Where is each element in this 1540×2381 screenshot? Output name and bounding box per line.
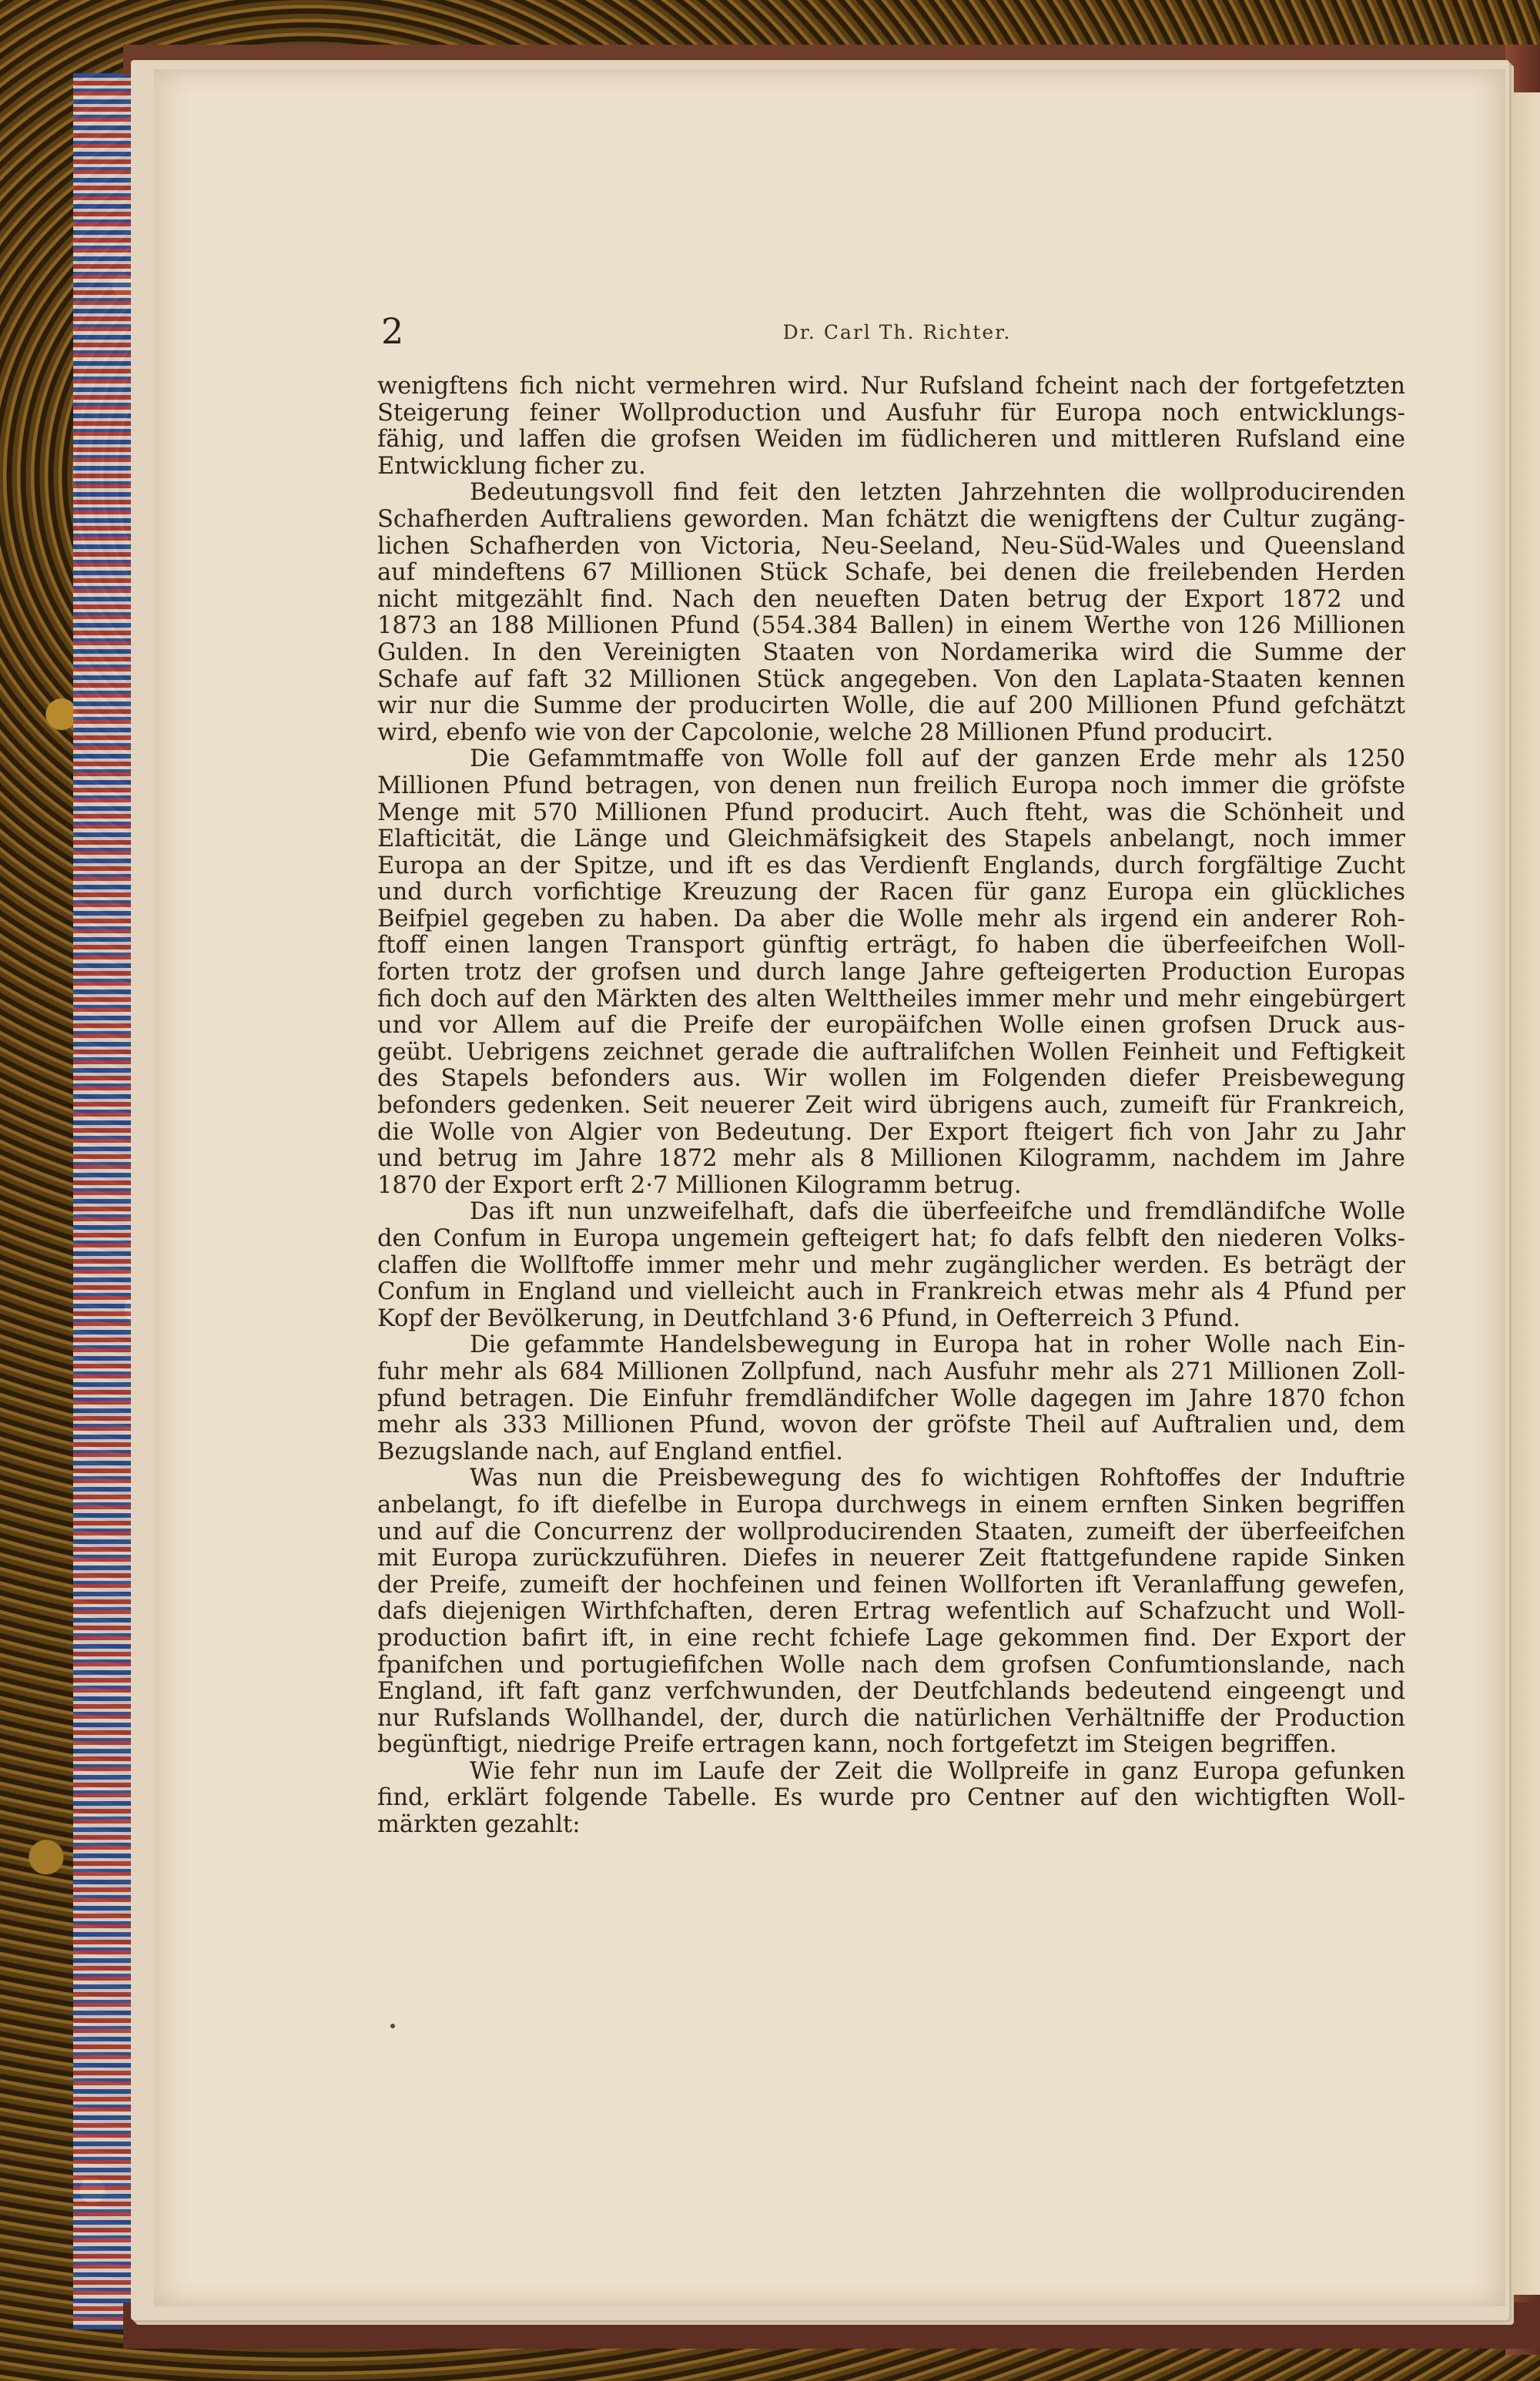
text-line: und durch vorfichtige Kreuzung der Racen für ganz Europa ein glückliches — [377, 879, 1405, 906]
page-header — [381, 308, 1413, 354]
paragraph — [377, 746, 1405, 1199]
paragraph — [377, 480, 1405, 746]
text-line: forten trotz der grofsen und durch lange Jahre gefteigerten Production Europas — [377, 959, 1405, 986]
text-line: auf mindeftens 67 Millionen Stück Schafe, bei denen die freilebenden Herden — [377, 559, 1405, 587]
text-line: befonders gedenken. Seit neuerer Zeit wird übrigens auch, zumeift für Frankreich, — [377, 1092, 1405, 1120]
text-line: und vor Allem auf die Preife der europäifchen Wolle einen grofsen Druck aus- — [377, 1012, 1405, 1040]
paragraph — [377, 1199, 1405, 1332]
text-line: Bedeutungsvoll find feit den letzten Jahrzehnten die wollproducirenden — [470, 479, 1405, 507]
text-line: 1873 an 188 Millionen Pfund (554.384 Ballen) in einem Werthe von 126 Millionen — [377, 612, 1405, 640]
text-line: nur Rufslands Wollhandel, der, durch die natürlichen Verhältniffe der Production — [377, 1704, 1405, 1732]
paragraph — [377, 373, 1405, 480]
text-line: die Wolle von Algier von Bedeutung. Der Export fteigert fich von Jahr zu Jahr — [377, 1118, 1405, 1146]
text-line: Bezugslande nach, auf England entfiel. — [377, 1438, 843, 1465]
text-line: ftoff einen langen Transport günftig erträgt, fo haben die überfeeifchen Woll- — [377, 932, 1405, 959]
text-line: Wie fehr nun im Laufe der Zeit die Wollpreife in ganz Europa gefunken — [470, 1757, 1405, 1785]
text-line: dafs diejenigen Wirthfchaften, deren Ertrag wefentlich auf Schafzucht und Woll- — [377, 1598, 1405, 1626]
text-line: des Stapels befonders aus. Wir wollen im Folgenden diefer Preisbewegung — [377, 1065, 1405, 1093]
ink-speck — [390, 2024, 395, 2028]
text-line: Das ift nun unzweifelhaft, dafs die überfeeifche und fremdländifche Wolle — [470, 1198, 1405, 1226]
text-line: Schafherden Auftraliens geworden. Man fchätzt die wenigftens der Cultur zugäng- — [377, 505, 1405, 533]
text-line: und betrug im Jahre 1872 mehr als 8 Millionen Kilogramm, nachdem im Jahre — [377, 1145, 1405, 1173]
text-line: 1870 der Export erft 2·7 Millionen Kilogramm betrug. — [377, 1171, 1022, 1199]
text-line: den Confum in Europa ungemein gefteigert hat; fo dafs felbft den niederen Volks- — [377, 1225, 1405, 1252]
text-line: find, erklärt folgende Tabelle. Es wurde pro Centner auf den wichtigften Woll- — [377, 1784, 1405, 1812]
text-line: Schafe auf faft 32 Millionen Stück angegeben. Von den Laplata-Staaten kennen — [377, 665, 1405, 693]
text-line: anbelangt, fo ift diefelbe in Europa durchwegs in einem ernften Sinken begriffen — [377, 1491, 1405, 1519]
text-line: mehr als 333 Millionen Pfund, wovon der gröfste Theil auf Auftralien und, dem — [377, 1412, 1405, 1439]
text-line: begünftigt, niedrige Preife ertragen kann, noch fortgefetzt im Steigen begriffen. — [377, 1731, 1337, 1759]
text-line: nicht mitgezählt find. Nach den neueften Daten betrug der Export 1872 und — [377, 585, 1405, 613]
text-line: Beifpiel gegeben zu haben. Da aber die Wolle mehr als irgend ein anderer Roh- — [377, 905, 1405, 933]
text-line: Was nun die Preisbewegung des fo wichtigen Rohftoffes der Induftrie — [470, 1465, 1405, 1492]
body-text — [377, 373, 1405, 1839]
text-line: Die gefammte Handelsbewegung in Europa hat in roher Wolle nach Ein- — [470, 1331, 1405, 1359]
page-number: 2 — [381, 310, 404, 352]
text-line: fähig, und laffen die grofsen Weiden im füdlicheren und mittleren Rufsland eine — [377, 426, 1405, 454]
text-line: Millionen Pfund betragen, von denen nun freilich Europa noch immer die gröfste — [377, 772, 1405, 799]
facing-page-edge — [1505, 92, 1540, 2295]
text-line: fich doch auf den Märkten des alten Welttheiles immer mehr und mehr eingebürgert — [377, 985, 1405, 1013]
marbled-spine-strip — [73, 73, 131, 2329]
text-line: Elafticität, die Länge und Gleichmäfsigkeit des Stapels anbelangt, noch immer — [377, 825, 1405, 853]
text-line: geübt. Uebrigens zeichnet gerade die auftralifchen Wollen Feinheit und Feftigkeit — [377, 1038, 1405, 1066]
running-head: Dr. Carl Th. Richter. — [782, 321, 1012, 343]
text-line: wir nur die Summe der producirten Wolle, die auf 200 Millionen Pfund gefchätzt — [377, 692, 1405, 720]
text-line: Entwicklung ficher zu. — [377, 452, 646, 480]
text-line: märkten gezahlt: — [377, 1811, 581, 1839]
text-line: production bafirt ift, in eine recht fchiefe Lage gekommen find. Der Export der — [377, 1624, 1405, 1652]
text-line: Europa an der Spitze, und ift es das Verdienft Englands, durch forgfältige Zucht — [377, 852, 1405, 879]
text-line: Confum in England und vielleicht auch in Frankreich etwas mehr als 4 Pfund per — [377, 1278, 1405, 1306]
text-line: der Preife, zumeift der hochfeinen und feinen Wollforten ift Veranlaffung gewefen, — [377, 1571, 1405, 1599]
text-line: Menge mit 570 Millionen Pfund producirt. Auch fteht, was die Schönheit und — [377, 799, 1405, 826]
text-line: lichen Schafherden von Victoria, Neu-Seeland, Neu-Süd-Wales und Queensland — [377, 532, 1405, 560]
text-line: fpanifchen und portugiefifchen Wolle nach dem grofsen Confumtionslande, nach — [377, 1651, 1405, 1679]
text-line: Kopf der Bevölkerung, in Deutfchland 3·6 Pfund, in Oefterreich 3 Pfund. — [377, 1304, 1240, 1332]
text-line: Die Gefammtmaffe von Wolle foll auf der ganzen Erde mehr als 1250 — [470, 745, 1405, 773]
text-line: pfund betragen. Die Einfuhr fremdländifcher Wolle dagegen im Jahre 1870 fchon — [377, 1385, 1405, 1412]
text-line: wenigftens fich nicht vermehren wird. Nur Rufsland fcheint nach der fortgefetzten — [377, 373, 1405, 400]
text-line: claffen die Wollftoffe immer mehr und mehr zugänglicher werden. Es beträgt der — [377, 1251, 1405, 1279]
text-line: mit Europa zurückzuführen. Diefes in neuerer Zeit ftattgefundene rapide Sinken — [377, 1545, 1405, 1572]
text-line: Gulden. In den Vereinigten Staaten von Nordamerika wird die Summe der — [377, 638, 1405, 666]
text-line: wird, ebenfo wie von der Capcolonie, welche 28 Millionen Pfund producirt. — [377, 718, 1274, 746]
text-line: fuhr mehr als 684 Millionen Zollpfund, nach Ausfuhr mehr als 271 Millionen Zoll- — [377, 1358, 1405, 1385]
paragraph — [377, 1465, 1405, 1759]
paragraph — [377, 1332, 1405, 1465]
text-line: und auf die Concurrenz der wollproducirenden Staaten, zumeift der überfeeifchen — [377, 1518, 1405, 1545]
paragraph — [377, 1759, 1405, 1839]
text-line: Steigerung feiner Wollproduction und Ausfuhr für Europa noch entwicklungs- — [377, 399, 1405, 427]
text-line: England, ift faft ganz verfchwunden, der Deutfchlands bedeutend eingeengt und — [377, 1678, 1405, 1706]
